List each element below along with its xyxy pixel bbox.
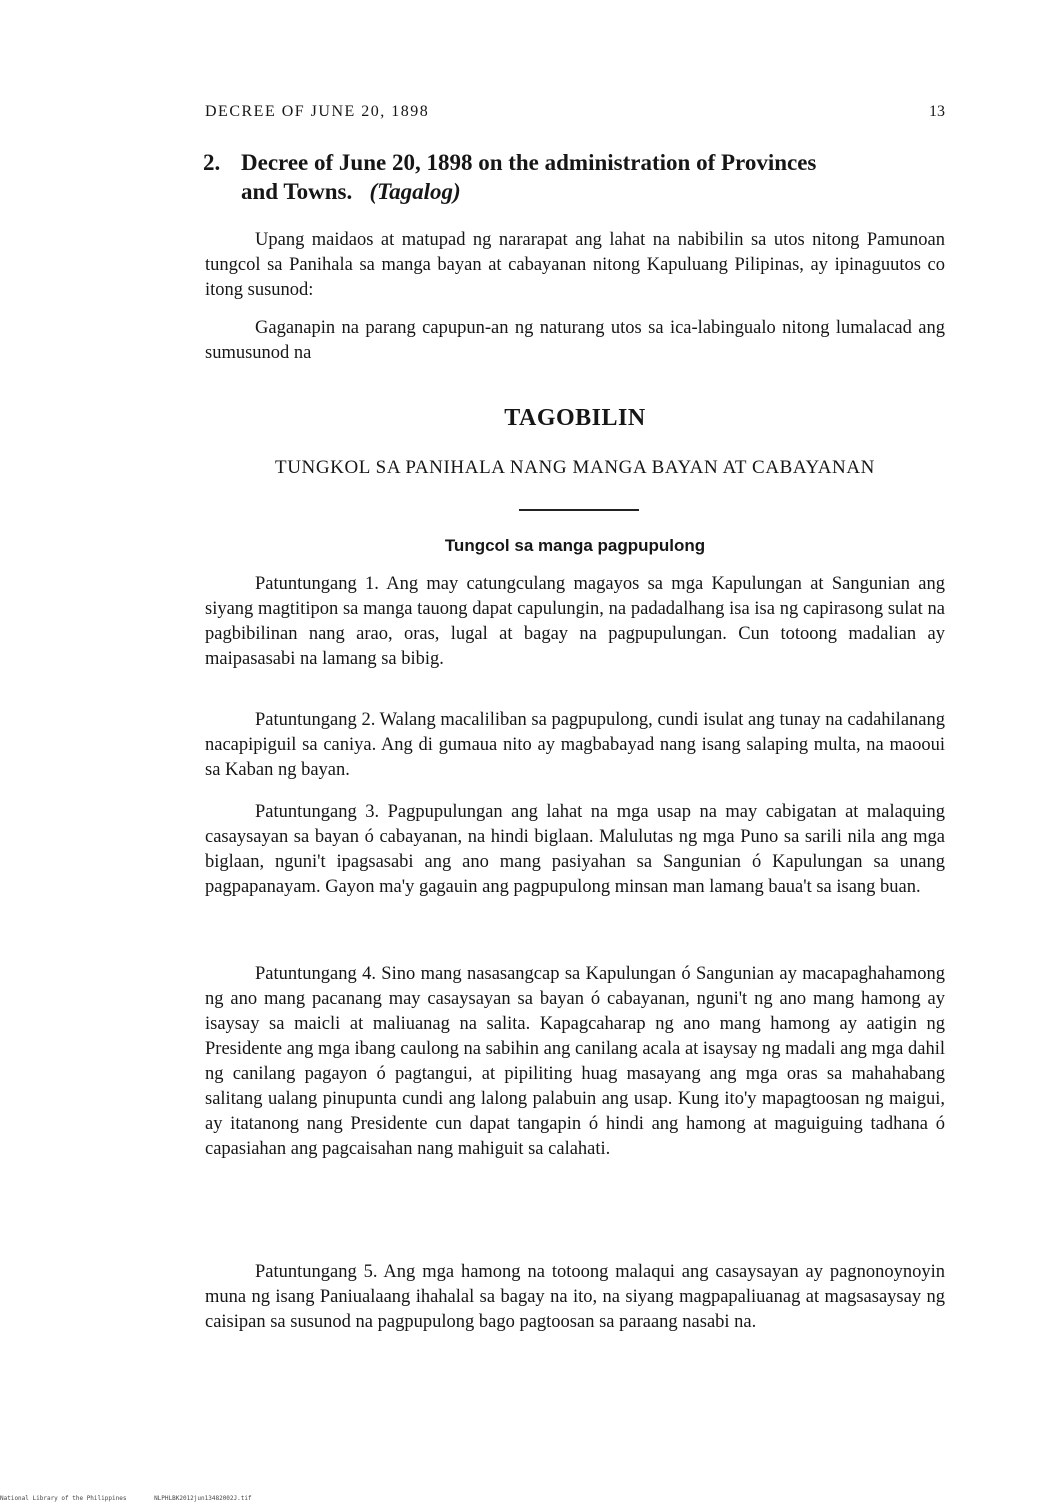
article-text-3: Patuntungang 3. Pagpupulungan ang lahat na mga usap na may cabigatan at malaquing casaysayan sa bayan ó cabayanan, na hindi biglaan. Malulutas ng mga Puno sa sarili nila ang mga biglaan, nguni't ipagsasabi ang ano mang pasiyahan sa Sangunian ó Kapulungan sa unang pagpapanayam. Gayon ma'y gagauin ang pagpupulong minsan man lamang baua't sa isang buan.: [205, 802, 945, 897]
scan-footer: [0, 1495, 600, 1502]
running-header: [205, 103, 945, 127]
footer-library: National Library of the Philippines: [0, 1495, 127, 1502]
footer-file-id: NLPHLBK2012jun13482002J.tif: [154, 1495, 252, 1502]
article-text-5: Patuntungang 5. Ang mga hamong na totoong malaqui ang casaysayan ay pagnonoynoyin muna ng isang Paniualaang ihahalal sa bagay na ito, na siyang magpapaliuanag at magsasaysay ng caisipan sa susunod na pagpupulong bago pagtoosan sa paraang nasabi na.: [205, 1262, 945, 1332]
intro-text-2: Gaganapin na parang capupun-an ng naturang utos sa ica-labingualo nitong lumalacad ang sumusunod na: [205, 318, 945, 363]
section-heading: [203, 148, 948, 206]
article-4: [205, 962, 945, 1162]
sub-heading: Tungcol sa manga pagpupulong: [444, 536, 706, 555]
article-5: [205, 1260, 945, 1335]
divider-rule: [519, 509, 639, 511]
section-language: (Tagalog): [369, 179, 461, 204]
intro-paragraph-1: [205, 228, 945, 303]
article-1: [205, 572, 945, 672]
article-2: [205, 708, 945, 783]
article-text-1: Patuntungang 1. Ang may catungculang magayos sa mga Kapulungan at Sangunian ang siyang magtitipon sa manga tauong dapat capulungin, na padadalhang isa isa ng capirasong sulat na pagbibilinan nang arao, oras, lugal at bagay na pagpupulungan. Cun totoong madalian ay maipasasabi na lamang sa bibig.: [205, 574, 945, 669]
page-number: 13: [929, 103, 945, 120]
running-title: DECREE OF JUNE 20, 1898: [205, 103, 430, 120]
document-title: TAGOBILIN: [504, 405, 646, 431]
section-title-line2: and Towns.: [241, 179, 353, 204]
intro-paragraph-2: [205, 316, 945, 366]
article-text-2: Patuntungang 2. Walang macaliliban sa pagpupulong, cundi isulat ang tunay na cadahilanang nacapipiguil sa caniya. Ang di gumaua nito ay magbabayad nang isang salaping multa, na maooui sa Kaban ng bayan.: [205, 710, 945, 780]
article-3: [205, 800, 945, 900]
document-subtitle: TUNGKOL SA PANIHALA NANG MANGA BAYAN AT CABAYANAN: [274, 457, 875, 478]
section-number: 2.: [203, 150, 221, 175]
intro-text-1: Upang maidaos at matupad ng nararapat ang lahat na nabibilin sa utos nitong Pamunoan tungcol sa Panihala sa manga bayan at cabayanan nitong Kapuluang Pilipinas, ay ipinaguutos co itong susunod:: [205, 230, 945, 300]
section-title-line1: Decree of June 20, 1898 on the administration of Provinces: [241, 150, 817, 175]
article-text-4: Patuntungang 4. Sino mang nasasangcap sa Kapulungan ó Sangunian ay macapaghahamong ng ano mang pacanang may casaysayan sa bayan ó cabayanan, nguni't ng ano mang hamong ay isaysay sa maicli at maliuanag na salita. Kapagcaharap ng ano mang hamong ay aatigin ng Presidente ang mga ibang caulong na sabihin ang canilang acala at isaysay ng madali ang mga dahil ng canilang pagayon ó pagtangui, at pipiliting huag masayang ang mga oras sa mahahabang salitang ualang pinupunta cundi ang lalong palabuin ang usap. Kung ito'y mapagtoosan ng maigui, ay itatanong nang Presidente cun dapat tangapin ó hindi ang hamong at maguiguing tadhana ó capasiahan ang pagcaisahan nang mahiguit sa calahati.: [205, 964, 945, 1159]
section-title-line2-wrap: [203, 177, 948, 206]
